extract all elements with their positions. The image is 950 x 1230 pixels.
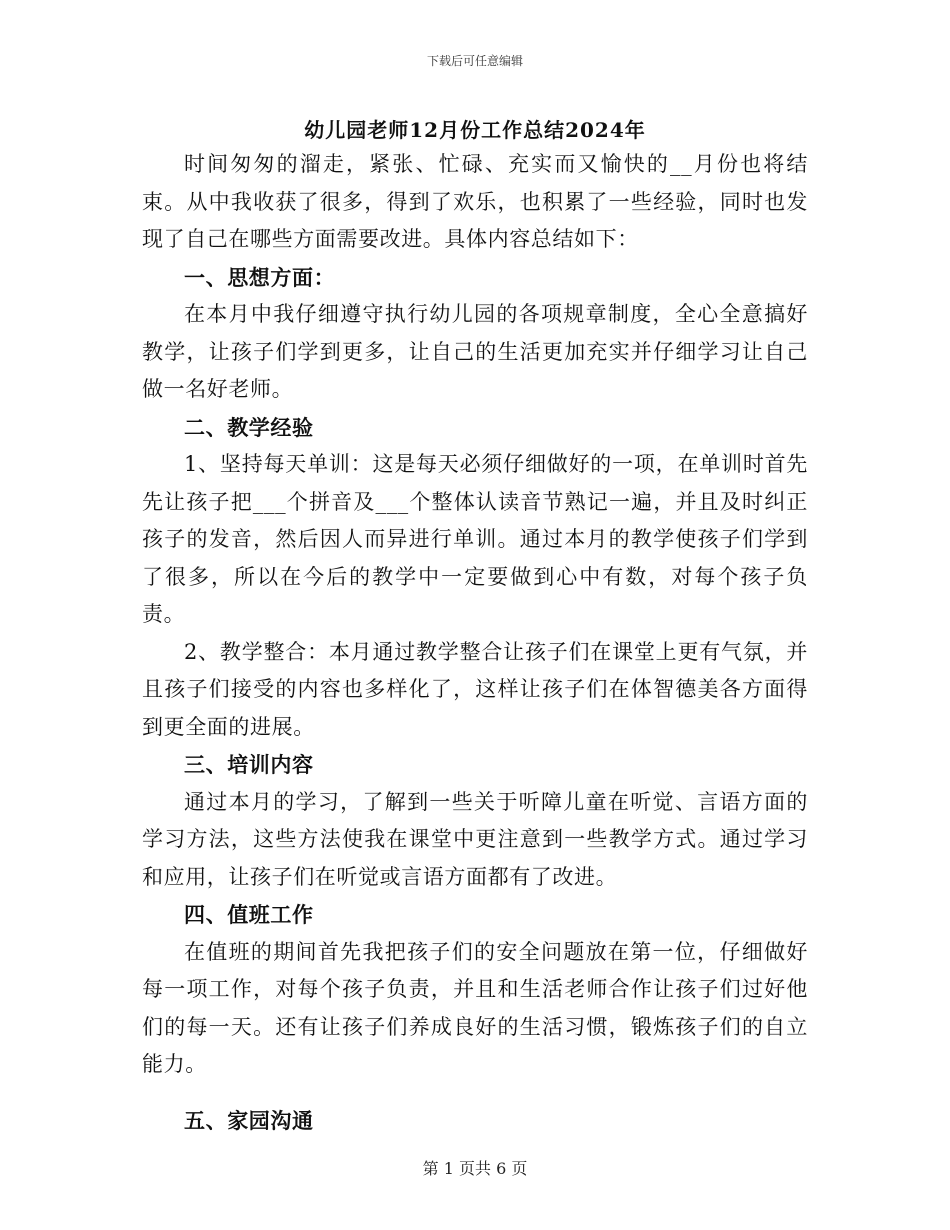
section-heading-thought: 一、思想方面：	[184, 264, 336, 290]
section-paragraph: 在值班的期间首先我把孩子们的安全问题放在第一位，仔细做好每一项工作，对每个孩子负责，并且和生活老师合作让孩子们过好他们的每一天。还有让孩子们养成良好的生活习惯，锻炼孩子们的自立能力。	[142, 939, 808, 1076]
section-paragraph: 通过本月的学习，了解到一些关于听障儿童在听觉、言语方面的学习方法，这些方法使我在课堂中更注意到一些教学方式。通过学习和应用，让孩子们在听觉或言语方面都有了改进。	[142, 789, 808, 889]
document-body	[142, 146, 808, 1139]
document-title: 幼儿园老师12月份工作总结2024年	[304, 118, 646, 142]
section-heading-duty: 四、值班工作	[184, 902, 314, 927]
intro-paragraph: 时间匆匆的溜走，紧张、忙碌、充实而又愉快的__月份也将结束。从中我收获了很多，得到了欢乐，也积累了一些经验，同时也发现了自己在哪些方面需要改进。具体内容总结如下：	[142, 152, 808, 251]
section-heading-home-school: 五、家园沟通	[184, 1107, 314, 1133]
section-heading-training: 三、培训内容	[184, 752, 314, 777]
section-heading-teaching: 二、教学经验	[184, 414, 314, 440]
section-paragraph: 1、坚持每天单训：这是每天必须仔细做好的一项，在单训时首先先让孩子把___个拼音及___个整体认读音节熟记一遍，并且及时纠正孩子的发音，然后因人而异进行单训。通过本月的教学使孩子们学到了很多，所以在今后的教学中一定要做到心中有数，对每个孩子负责。	[142, 452, 808, 626]
section-paragraph: 2、教学整合：本月通过教学整合让孩子们在课堂上更有气氛，并且孩子们接受的内容也多样化了，这样让孩子们在体智德美各方面得到更全面的进展。	[142, 639, 808, 739]
section-paragraph: 在本月中我仔细遵守执行幼儿园的各项规章制度，全心全意搞好教学，让孩子们学到更多，让自己的生活更加充实并仔细学习让自己做一名好老师。	[142, 302, 808, 401]
page-number: 第 1 页共 6 页	[422, 1159, 528, 1178]
page-header-note: 下载后可任意编辑	[426, 54, 523, 68]
